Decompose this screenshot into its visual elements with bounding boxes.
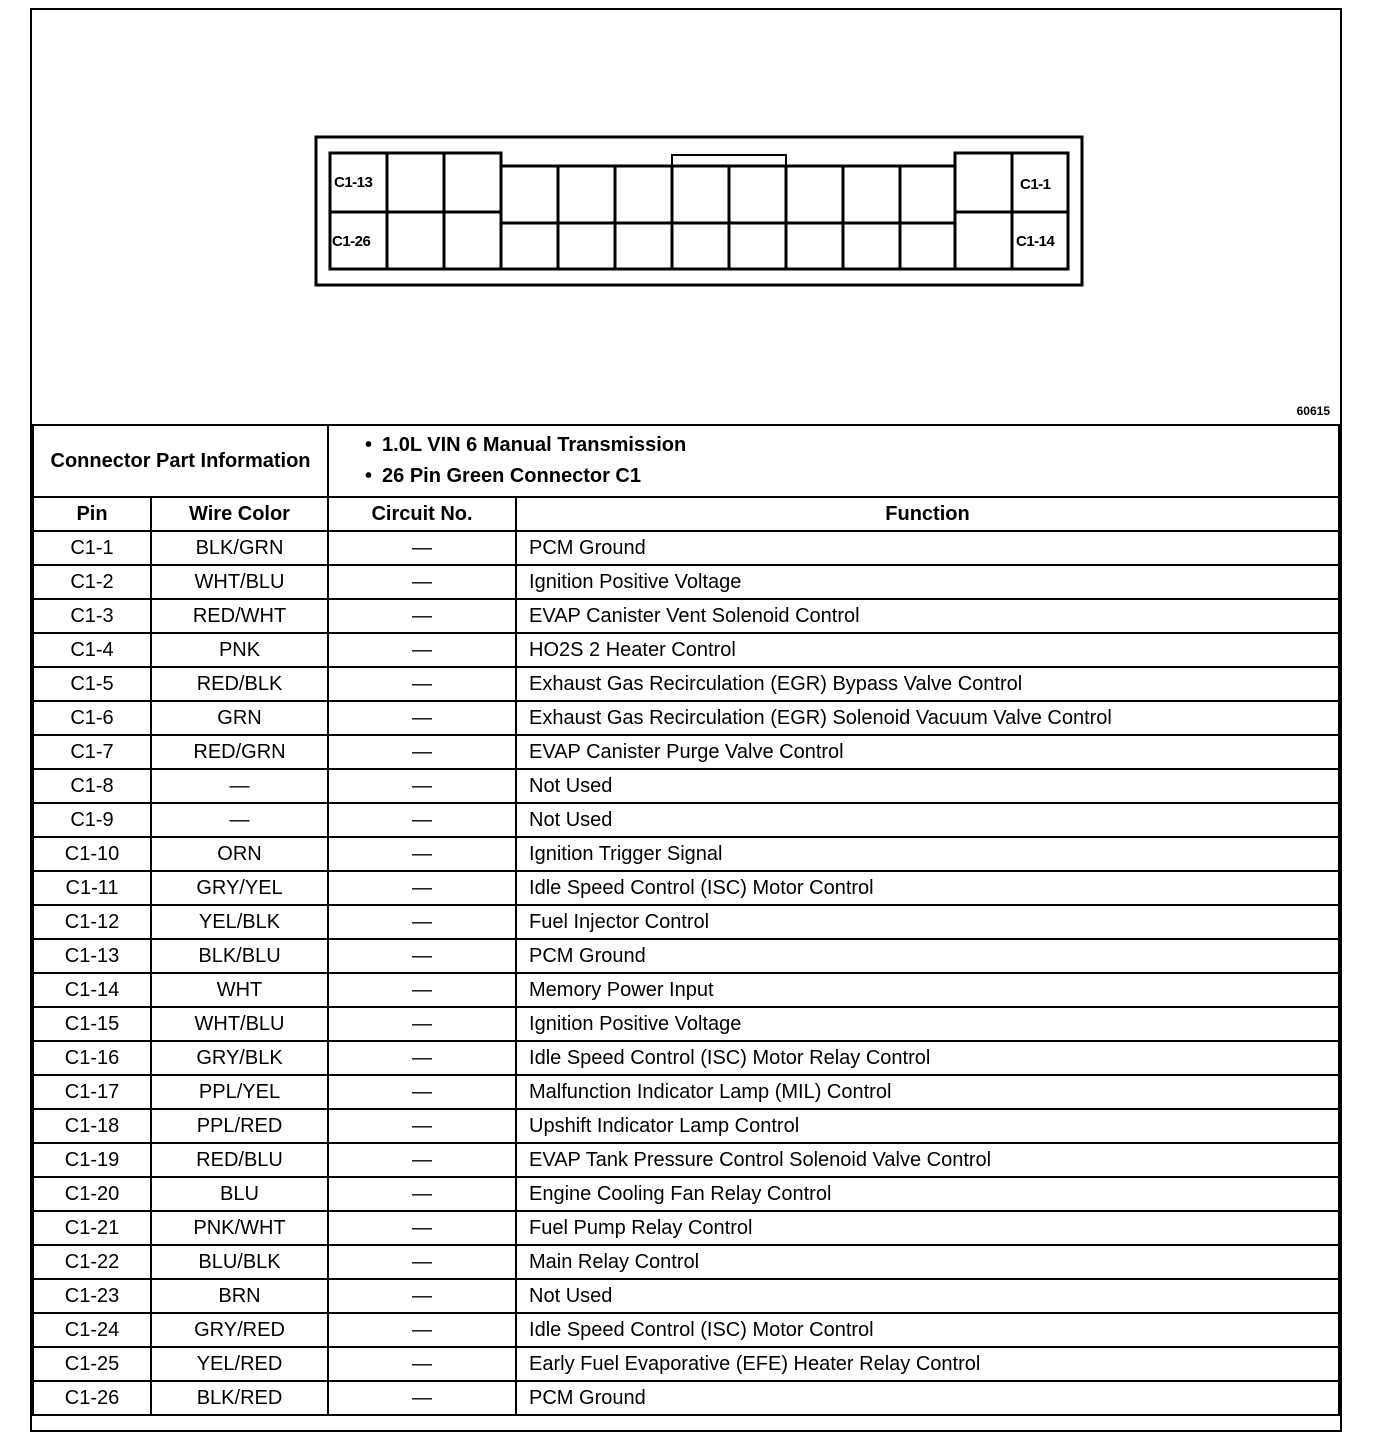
pin-label-c1-1: C1-1 — [1020, 176, 1051, 193]
function-cell: Not Used — [516, 769, 1339, 803]
circuit-no-cell: — — [328, 1245, 516, 1279]
wire-color-cell: ORN — [151, 837, 328, 871]
circuit-no-cell: — — [328, 1211, 516, 1245]
circuit-no-cell: — — [328, 1381, 516, 1415]
connector-info-row — [33, 425, 1339, 497]
column-header-row — [33, 497, 1339, 531]
circuit-no-cell: — — [328, 531, 516, 565]
function-cell: Idle Speed Control (ISC) Motor Control — [516, 1313, 1339, 1347]
table-row — [33, 633, 1339, 667]
table-row — [33, 905, 1339, 939]
table-row — [33, 565, 1339, 599]
wire-color-cell: PNK/WHT — [151, 1211, 328, 1245]
wire-color-cell: — — [151, 803, 328, 837]
pin-cell: C1-2 — [33, 565, 151, 599]
pin-cell: C1-5 — [33, 667, 151, 701]
circuit-no-cell: — — [328, 565, 516, 599]
table-row — [33, 1007, 1339, 1041]
table-row — [33, 1347, 1339, 1381]
table-row — [33, 1279, 1339, 1313]
circuit-no-cell: — — [328, 1041, 516, 1075]
function-cell: Malfunction Indicator Lamp (MIL) Control — [516, 1075, 1339, 1109]
table-row — [33, 1143, 1339, 1177]
table-row — [33, 1109, 1339, 1143]
pinout-table — [32, 424, 1340, 1416]
pin-cell: C1-25 — [33, 1347, 151, 1381]
wire-color-cell: RED/BLU — [151, 1143, 328, 1177]
function-cell: Engine Cooling Fan Relay Control — [516, 1177, 1339, 1211]
table-row — [33, 803, 1339, 837]
table-row — [33, 1313, 1339, 1347]
pin-label-c1-14: C1-14 — [1016, 233, 1055, 250]
function-cell: Exhaust Gas Recirculation (EGR) Bypass Valve Control — [516, 667, 1339, 701]
wire-color-cell: PNK — [151, 633, 328, 667]
function-cell: PCM Ground — [516, 531, 1339, 565]
function-cell: Main Relay Control — [516, 1245, 1339, 1279]
circuit-no-cell: — — [328, 599, 516, 633]
info-bullet: • 26 Pin Green Connector C1 — [365, 465, 641, 487]
column-header-function: Function — [516, 497, 1339, 531]
connector-face-drawing — [32, 10, 1340, 424]
table-row — [33, 871, 1339, 905]
circuit-no-cell: — — [328, 735, 516, 769]
pin-cell: C1-6 — [33, 701, 151, 735]
table-row — [33, 667, 1339, 701]
table-row — [33, 1211, 1339, 1245]
wire-color-cell: GRN — [151, 701, 328, 735]
wire-color-cell: BLU — [151, 1177, 328, 1211]
circuit-no-cell: — — [328, 803, 516, 837]
pin-cell: C1-3 — [33, 599, 151, 633]
table-row — [33, 1245, 1339, 1279]
wire-color-cell: GRY/BLK — [151, 1041, 328, 1075]
table-row — [33, 939, 1339, 973]
connector-info-label: Connector Part Information — [33, 425, 328, 497]
circuit-no-cell: — — [328, 1177, 516, 1211]
wire-color-cell: RED/GRN — [151, 735, 328, 769]
column-header-pin: Pin — [33, 497, 151, 531]
function-cell: Fuel Injector Control — [516, 905, 1339, 939]
function-cell: Idle Speed Control (ISC) Motor Control — [516, 871, 1339, 905]
circuit-no-cell: — — [328, 633, 516, 667]
wire-color-cell: BLK/BLU — [151, 939, 328, 973]
table-row — [33, 1177, 1339, 1211]
pin-cell: C1-7 — [33, 735, 151, 769]
wire-color-cell: YEL/RED — [151, 1347, 328, 1381]
wire-color-cell: RED/BLK — [151, 667, 328, 701]
circuit-no-cell: — — [328, 1075, 516, 1109]
connector-document — [30, 8, 1342, 1432]
circuit-no-cell: — — [328, 1313, 516, 1347]
function-cell: Idle Speed Control (ISC) Motor Relay Control — [516, 1041, 1339, 1075]
column-header-wire-color: Wire Color — [151, 497, 328, 531]
wire-color-cell: WHT/BLU — [151, 565, 328, 599]
pin-cell: C1-4 — [33, 633, 151, 667]
pin-cell: C1-10 — [33, 837, 151, 871]
connector-info-details — [328, 425, 1339, 497]
pin-cell: C1-14 — [33, 973, 151, 1007]
connector-diagram — [32, 10, 1340, 424]
function-cell: Not Used — [516, 803, 1339, 837]
wire-color-cell: RED/WHT — [151, 599, 328, 633]
pin-cell: C1-26 — [33, 1381, 151, 1415]
pin-cell: C1-8 — [33, 769, 151, 803]
wire-color-cell: WHT/BLU — [151, 1007, 328, 1041]
table-row — [33, 531, 1339, 565]
pin-cell: C1-17 — [33, 1075, 151, 1109]
function-cell: Early Fuel Evaporative (EFE) Heater Relay Control — [516, 1347, 1339, 1381]
pin-cell: C1-12 — [33, 905, 151, 939]
pin-cell: C1-16 — [33, 1041, 151, 1075]
table-row — [33, 599, 1339, 633]
table-row — [33, 837, 1339, 871]
circuit-no-cell: — — [328, 871, 516, 905]
function-cell: Ignition Positive Voltage — [516, 1007, 1339, 1041]
wire-color-cell: BLK/GRN — [151, 531, 328, 565]
function-cell: EVAP Canister Vent Solenoid Control — [516, 599, 1339, 633]
table-row — [33, 973, 1339, 1007]
function-cell: PCM Ground — [516, 939, 1339, 973]
circuit-no-cell: — — [328, 973, 516, 1007]
function-cell: EVAP Tank Pressure Control Solenoid Valve Control — [516, 1143, 1339, 1177]
function-cell: EVAP Canister Purge Valve Control — [516, 735, 1339, 769]
pin-label-c1-26: C1-26 — [332, 233, 371, 250]
function-cell: Ignition Positive Voltage — [516, 565, 1339, 599]
figure-number: 60615 — [1296, 404, 1330, 418]
table-row — [33, 1075, 1339, 1109]
circuit-no-cell: — — [328, 1109, 516, 1143]
function-cell: PCM Ground — [516, 1381, 1339, 1415]
wire-color-cell: — — [151, 769, 328, 803]
pin-cell: C1-18 — [33, 1109, 151, 1143]
pin-cell: C1-21 — [33, 1211, 151, 1245]
function-cell: Ignition Trigger Signal — [516, 837, 1339, 871]
circuit-no-cell: — — [328, 1143, 516, 1177]
circuit-no-cell: — — [328, 1347, 516, 1381]
function-cell: Memory Power Input — [516, 973, 1339, 1007]
pin-cell: C1-15 — [33, 1007, 151, 1041]
table-row — [33, 1041, 1339, 1075]
function-cell: Fuel Pump Relay Control — [516, 1211, 1339, 1245]
wire-color-cell: BLK/RED — [151, 1381, 328, 1415]
pin-cell: C1-24 — [33, 1313, 151, 1347]
info-bullet: • 1.0L VIN 6 Manual Transmission — [365, 434, 687, 456]
pin-cell: C1-20 — [33, 1177, 151, 1211]
pin-cell: C1-23 — [33, 1279, 151, 1313]
pin-cell: C1-22 — [33, 1245, 151, 1279]
circuit-no-cell: — — [328, 1279, 516, 1313]
wire-color-cell: YEL/BLK — [151, 905, 328, 939]
pin-cell: C1-1 — [33, 531, 151, 565]
wire-color-cell: PPL/YEL — [151, 1075, 328, 1109]
circuit-no-cell: — — [328, 701, 516, 735]
wire-color-cell: PPL/RED — [151, 1109, 328, 1143]
function-cell: Exhaust Gas Recirculation (EGR) Solenoid Vacuum Valve Control — [516, 701, 1339, 735]
wire-color-cell: GRY/YEL — [151, 871, 328, 905]
circuit-no-cell: — — [328, 769, 516, 803]
pin-cell: C1-11 — [33, 871, 151, 905]
table-row — [33, 769, 1339, 803]
table-row — [33, 1381, 1339, 1415]
column-header-circuit-no: Circuit No. — [328, 497, 516, 531]
pin-cell: C1-13 — [33, 939, 151, 973]
circuit-no-cell: — — [328, 667, 516, 701]
wire-color-cell: BRN — [151, 1279, 328, 1313]
circuit-no-cell: — — [328, 905, 516, 939]
table-row — [33, 701, 1339, 735]
circuit-no-cell: — — [328, 939, 516, 973]
function-cell: Upshift Indicator Lamp Control — [516, 1109, 1339, 1143]
table-row — [33, 735, 1339, 769]
pin-cell: C1-19 — [33, 1143, 151, 1177]
circuit-no-cell: — — [328, 837, 516, 871]
pin-cell: C1-9 — [33, 803, 151, 837]
pin-label-c1-13: C1-13 — [334, 174, 373, 191]
wire-color-cell: GRY/RED — [151, 1313, 328, 1347]
function-cell: Not Used — [516, 1279, 1339, 1313]
wire-color-cell: WHT — [151, 973, 328, 1007]
function-cell: HO2S 2 Heater Control — [516, 633, 1339, 667]
circuit-no-cell: — — [328, 1007, 516, 1041]
wire-color-cell: BLU/BLK — [151, 1245, 328, 1279]
